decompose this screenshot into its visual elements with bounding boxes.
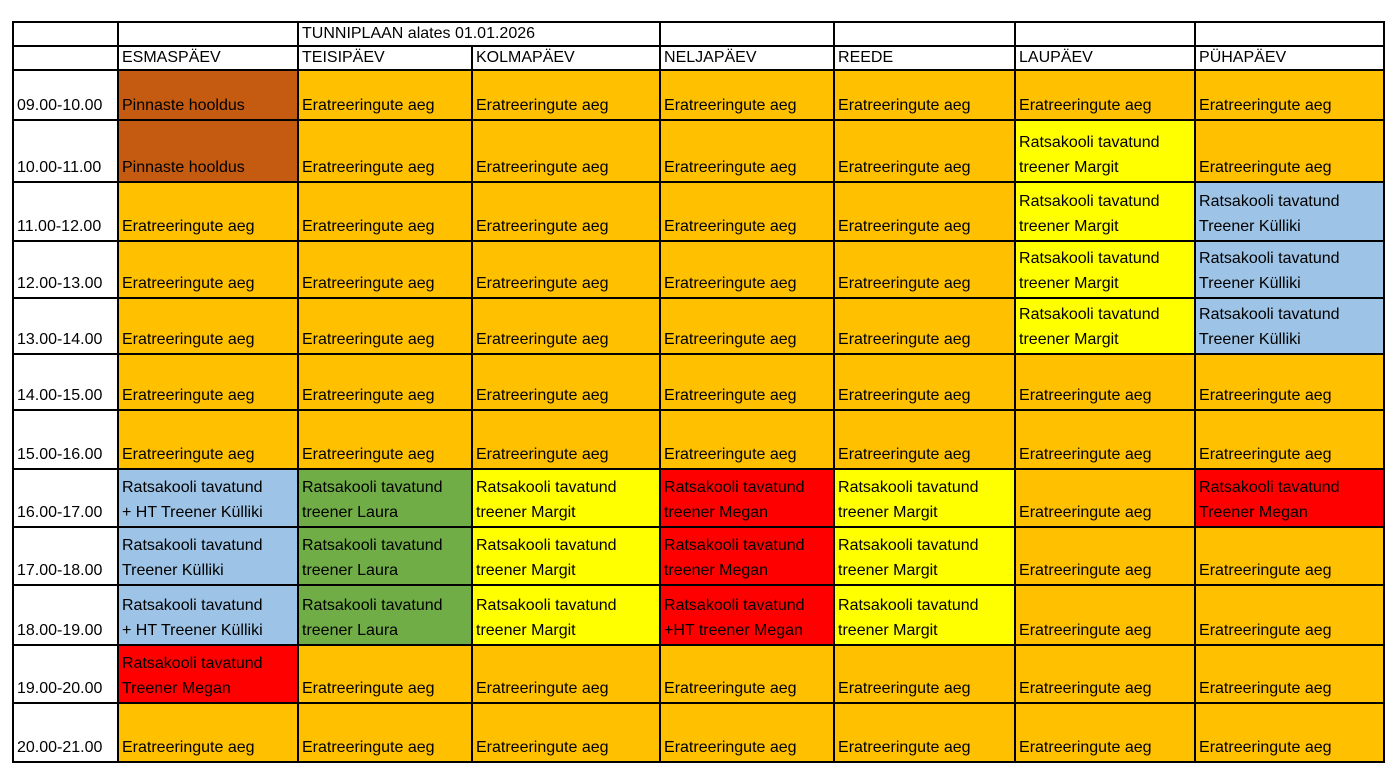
schedule-cell: Eratreeringute aeg [834, 703, 1015, 762]
schedule-table [12, 21, 1385, 763]
schedule-row [13, 645, 1384, 703]
schedule-cell: Ratsakooli tavatund Treener Külliki [1195, 298, 1384, 354]
schedule-cell: Eratreeringute aeg [660, 298, 834, 354]
schedule-cell: Ratsakooli tavatund treener Margit [472, 469, 660, 527]
schedule-cell: Eratreeringute aeg [1195, 585, 1384, 645]
schedule-row [13, 527, 1384, 585]
time-slot-cell: 09.00-10.00 [13, 70, 118, 120]
time-slot-cell: 15.00-16.00 [13, 410, 118, 469]
schedule-cell: Ratsakooli tavatund treener Margit [1015, 241, 1195, 298]
schedule-cell: Eratreeringute aeg [118, 354, 298, 410]
schedule-cell: Eratreeringute aeg [472, 645, 660, 703]
schedule-row [13, 182, 1384, 241]
time-slot-cell: 17.00-18.00 [13, 527, 118, 585]
time-slot-cell: 16.00-17.00 [13, 469, 118, 527]
schedule-cell: Ratsakooli tavatund treener Margit [834, 585, 1015, 645]
schedule-cell: Eratreeringute aeg [660, 410, 834, 469]
schedule-cell: Pinnaste hooldus [118, 120, 298, 182]
schedule-cell: Eratreeringute aeg [472, 703, 660, 762]
schedule-cell: Eratreeringute aeg [298, 182, 472, 241]
corner-cell [13, 22, 118, 46]
schedule-row [13, 469, 1384, 527]
schedule-cell: Ratsakooli tavatund Treener Külliki [118, 527, 298, 585]
title-spacer-cell [1015, 22, 1195, 46]
schedule-cell: Eratreeringute aeg [834, 645, 1015, 703]
schedule-cell: Ratsakooli tavatund treener Margit [1015, 120, 1195, 182]
schedule-cell: Ratsakooli tavatund Treener Megan [1195, 469, 1384, 527]
time-slot-cell: 14.00-15.00 [13, 354, 118, 410]
schedule-cell: Ratsakooli tavatund treener Margit [1015, 298, 1195, 354]
schedule-row [13, 298, 1384, 354]
schedule-cell: Eratreeringute aeg [118, 703, 298, 762]
schedule-cell: Eratreeringute aeg [834, 410, 1015, 469]
day-header-row [13, 46, 1384, 70]
schedule-cell: Eratreeringute aeg [834, 298, 1015, 354]
schedule-cell: Ratsakooli tavatund treener Laura [298, 585, 472, 645]
schedule-cell: Eratreeringute aeg [1015, 469, 1195, 527]
schedule-row [13, 585, 1384, 645]
schedule-cell: Eratreeringute aeg [472, 70, 660, 120]
day-header-thursday: NELJAPÄEV [660, 46, 834, 70]
schedule-cell: Ratsakooli tavatund Treener Megan [118, 645, 298, 703]
schedule-cell: Eratreeringute aeg [298, 241, 472, 298]
schedule-cell: Eratreeringute aeg [834, 182, 1015, 241]
schedule-row [13, 354, 1384, 410]
time-slot-cell: 18.00-19.00 [13, 585, 118, 645]
schedule-cell: Eratreeringute aeg [298, 70, 472, 120]
schedule-cell: Ratsakooli tavatund + HT Treener Külliki [118, 469, 298, 527]
title-spacer-cell [118, 22, 298, 46]
schedule-cell: Eratreeringute aeg [1015, 410, 1195, 469]
schedule-cell: Ratsakooli tavatund treener Margit [472, 527, 660, 585]
schedule-cell: Eratreeringute aeg [834, 120, 1015, 182]
schedule-cell: Ratsakooli tavatund treener Laura [298, 527, 472, 585]
schedule-cell: Eratreeringute aeg [298, 645, 472, 703]
day-header-tuesday: TEISIPÄEV [298, 46, 472, 70]
day-header-wednesday: KOLMAPÄEV [472, 46, 660, 70]
title-spacer-cell [1195, 22, 1384, 46]
schedule-cell: Eratreeringute aeg [472, 410, 660, 469]
schedule-cell: Eratreeringute aeg [472, 182, 660, 241]
time-slot-cell: 12.00-13.00 [13, 241, 118, 298]
schedule-cell: Ratsakooli tavatund Treener Külliki [1195, 241, 1384, 298]
schedule-cell: Ratsakooli tavatund treener Laura [298, 469, 472, 527]
title-row [13, 22, 1384, 46]
schedule-cell: Eratreeringute aeg [660, 703, 834, 762]
time-slot-cell: 11.00-12.00 [13, 182, 118, 241]
schedule-cell: Ratsakooli tavatund treener Margit [834, 527, 1015, 585]
schedule-cell: Eratreeringute aeg [660, 645, 834, 703]
schedule-cell: Eratreeringute aeg [1195, 645, 1384, 703]
schedule-cell: Ratsakooli tavatund treener Margit [472, 585, 660, 645]
schedule-cell: Eratreeringute aeg [1195, 70, 1384, 120]
schedule-cell: Eratreeringute aeg [1195, 527, 1384, 585]
schedule-cell: Eratreeringute aeg [298, 298, 472, 354]
title-spacer-cell [660, 22, 834, 46]
schedule-cell: Eratreeringute aeg [834, 354, 1015, 410]
schedule-cell: Eratreeringute aeg [118, 298, 298, 354]
day-header-sunday: PÜHAPÄEV [1195, 46, 1384, 70]
schedule-cell: Ratsakooli tavatund treener Megan [660, 469, 834, 527]
schedule-cell: Eratreeringute aeg [1015, 645, 1195, 703]
schedule-cell: Ratsakooli tavatund treener Megan [660, 527, 834, 585]
schedule-cell: Eratreeringute aeg [1195, 703, 1384, 762]
schedule-cell: Eratreeringute aeg [1195, 354, 1384, 410]
schedule-cell: Eratreeringute aeg [298, 703, 472, 762]
schedule-cell: Eratreeringute aeg [660, 120, 834, 182]
day-header-saturday: LAUPÄEV [1015, 46, 1195, 70]
schedule-cell: Eratreeringute aeg [660, 241, 834, 298]
schedule-cell: Ratsakooli tavatund treener Margit [834, 469, 1015, 527]
schedule-cell: Eratreeringute aeg [472, 298, 660, 354]
schedule-cell: Eratreeringute aeg [660, 70, 834, 120]
time-header-cell [13, 46, 118, 70]
schedule-cell: Eratreeringute aeg [834, 241, 1015, 298]
schedule-cell: Eratreeringute aeg [118, 241, 298, 298]
schedule-cell: Ratsakooli tavatund treener Margit [1015, 182, 1195, 241]
schedule-cell: Eratreeringute aeg [1015, 354, 1195, 410]
schedule-cell: Eratreeringute aeg [834, 70, 1015, 120]
schedule-cell: Eratreeringute aeg [1015, 585, 1195, 645]
schedule-row [13, 410, 1384, 469]
time-slot-cell: 13.00-14.00 [13, 298, 118, 354]
time-slot-cell: 20.00-21.00 [13, 703, 118, 762]
time-slot-cell: 19.00-20.00 [13, 645, 118, 703]
schedule-cell: Eratreeringute aeg [1015, 527, 1195, 585]
schedule-cell: Eratreeringute aeg [472, 241, 660, 298]
schedule-cell: Ratsakooli tavatund Treener Külliki [1195, 182, 1384, 241]
schedule-cell: Ratsakooli tavatund +HT treener Megan [660, 585, 834, 645]
schedule-row [13, 120, 1384, 182]
schedule-title: TUNNIPLAAN alates 01.01.2026 [298, 22, 660, 46]
schedule-cell: Eratreeringute aeg [298, 410, 472, 469]
schedule-cell: Eratreeringute aeg [298, 120, 472, 182]
schedule-cell: Pinnaste hooldus [118, 70, 298, 120]
schedule-cell: Eratreeringute aeg [1195, 120, 1384, 182]
schedule-cell: Eratreeringute aeg [1015, 70, 1195, 120]
schedule-row [13, 70, 1384, 120]
schedule-cell: Eratreeringute aeg [660, 354, 834, 410]
schedule-cell: Ratsakooli tavatund + HT Treener Külliki [118, 585, 298, 645]
schedule-row [13, 241, 1384, 298]
schedule-cell: Eratreeringute aeg [660, 182, 834, 241]
schedule-cell: Eratreeringute aeg [118, 410, 298, 469]
schedule-cell: Eratreeringute aeg [1015, 703, 1195, 762]
day-header-monday: ESMASPÄEV [118, 46, 298, 70]
schedule-cell: Eratreeringute aeg [1195, 410, 1384, 469]
day-header-friday: REEDE [834, 46, 1015, 70]
title-spacer-cell [834, 22, 1015, 46]
schedule-row [13, 703, 1384, 762]
schedule-cell: Eratreeringute aeg [472, 120, 660, 182]
schedule-cell: Eratreeringute aeg [118, 182, 298, 241]
schedule-cell: Eratreeringute aeg [472, 354, 660, 410]
schedule-cell: Eratreeringute aeg [298, 354, 472, 410]
time-slot-cell: 10.00-11.00 [13, 120, 118, 182]
